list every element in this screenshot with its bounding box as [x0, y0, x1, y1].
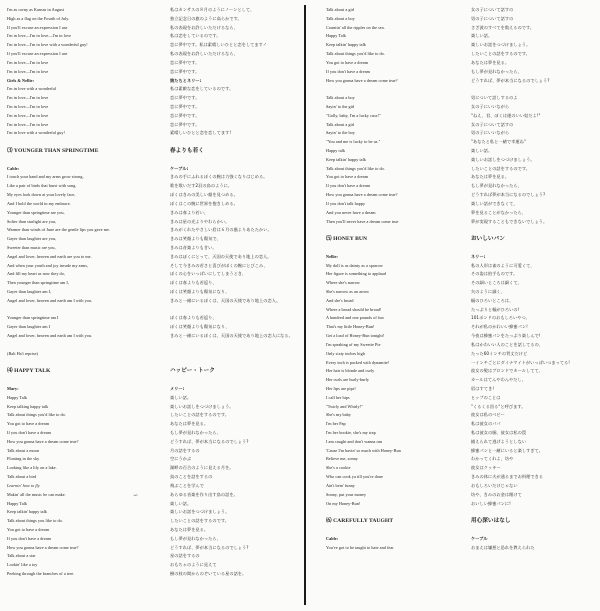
lyric-line: If you'll excuse an expression I use: [7, 51, 68, 57]
song-heading: ⑷ HAPPY TALK: [7, 368, 51, 375]
lyric-line: 夢が実現することもできないでしょう。: [471, 218, 548, 224]
lyric-line: My eyes look down at your lovely face,: [7, 192, 76, 198]
lyric-line: きみは星の光よりやわらかい。: [170, 218, 230, 224]
lyric-line: Who can cook ya till you're done: [326, 474, 384, 480]
lyric-line: ぼくは笑顔よりも陽気になり、: [170, 324, 230, 330]
song-heading: おいしいバン: [471, 236, 505, 243]
lyric-line: Lookin' like a toy: [7, 562, 38, 568]
lyric-line: ヒップのことは: [471, 394, 501, 400]
lyric-line: Keep talkin' happy talk: [7, 509, 47, 515]
lyric-line: You've got to be taught to hate and fear: [326, 544, 394, 550]
lyric-line: 私はカンサスの８月のようにノーンとして、: [170, 7, 255, 12]
lyric-line: [326, 85, 470, 94]
singer-label: Cable:: [326, 535, 339, 541]
lyric-line: [170, 350, 302, 359]
lyric-line: 楽しい話ができなくて、: [471, 200, 518, 206]
lyric-line: I'm in love with a wonderful: [7, 86, 57, 92]
lyric-line: [7, 341, 165, 350]
lyric-line: [326, 526, 470, 535]
lyric-line: You got to have a dream: [326, 59, 369, 65]
lyric-line: "Golly, baby, I'm a lucky cuss!": [326, 112, 381, 118]
lyric-line: I'm in love—I'm in love: [7, 59, 49, 65]
lyric-line: [7, 138, 165, 147]
lyric-line: Believe me, sonny: [326, 456, 358, 462]
lyric-line: Happy Talk: [7, 394, 28, 400]
lyric-line: She's my baby: [326, 412, 351, 418]
lyric-line: したいことの話をするのです。: [170, 412, 229, 418]
lyric-line: 素晴しいひとと恋を恋してます!: [170, 130, 232, 136]
lyric-line: I'm her Pap: [326, 421, 346, 427]
lyric-line: I'm speaking of my Sweetie Pie: [326, 341, 381, 347]
lyric-line: Happy talk: [326, 148, 345, 153]
lyric-line: あなたは夢を見る。: [170, 421, 209, 427]
lyric-line: 捕えられて逃げようとしない: [471, 438, 527, 444]
lyric-line: 恋に夢中です。: [170, 59, 200, 65]
lyric-line: 矢のように細く、: [471, 289, 505, 294]
lyric-line: ぼくはこの腕に世界を抱きしめる。: [170, 200, 238, 206]
lyric-line: If you don't have a dream: [326, 68, 370, 74]
lyric-line: Talk about a boy: [326, 95, 355, 101]
lyric-line: したいことの話をするのです。: [170, 518, 229, 524]
lyric-line: Get a load of Honey-Bun tonight!: [326, 333, 385, 339]
lyric-line: 幅のひろいところは、: [471, 297, 514, 303]
lyric-line: 独立記念日の旗のように高らかです。: [170, 15, 242, 21]
lyric-line: 女の子にいいながら: [471, 103, 510, 109]
lyric-line: きみと一緒にいるぼくは、天国の天使であり地上の恋人になる。: [170, 333, 293, 339]
lyric-line: [170, 341, 302, 350]
lyric-line: I'm in love—I'm in love: [7, 112, 49, 118]
lyric-line: Younger than springtime are you,: [7, 209, 65, 215]
lyric-line: How you gonna have a dream come true?: [7, 438, 79, 444]
lyric-line: If you don't have a dream: [7, 430, 51, 435]
singer-label: メリー:: [170, 385, 185, 391]
lyric-line: 男について話しするのよ: [471, 95, 518, 101]
lyric-line: And you never have a dream: [326, 209, 376, 215]
lyric-line: [170, 359, 302, 368]
song-heading: ⑹ CAREFULLY TAUGHT: [326, 518, 394, 525]
lyric-line: 男の子にいいながら: [471, 130, 510, 136]
lyric-line: [471, 244, 595, 253]
lyric-line: Ain't bein' funny: [326, 482, 355, 488]
lyric-line: If you don't have a dream: [7, 535, 51, 541]
lyric-line: "あなたと私と一緒で幸運ね": [471, 139, 526, 145]
lyric-line: 楽しいお話をつづけましょう。: [471, 42, 531, 48]
lyric-line: [7, 359, 165, 368]
lyric-line: Floating in the sky: [7, 456, 40, 462]
lyric-line: もし夢が見れなかったら、: [170, 430, 221, 435]
lyric-line: 私は彼女の胴、彼女は私の罠: [471, 430, 527, 435]
lyric-line: したいことの話をするのです。: [471, 51, 530, 57]
lyric-line: 私の人形は雀のように可愛くて、: [471, 262, 535, 268]
lyric-line: I'm in love—I'm in love: [7, 95, 49, 101]
lyric-line: どうすれば、夢が本当になるのでしょう?: [471, 77, 550, 83]
lyric-line: Sweeter than music are you,: [7, 244, 56, 250]
lyric-line: "くるくる回る"と呼びます。: [471, 403, 526, 409]
lyric-line: 'Cause I'm havin' so much with Honey-Bun: [326, 447, 401, 453]
lyric-line: How you gonna have a dream come true?: [326, 77, 398, 83]
lyric-line: Talk about a girl: [326, 121, 355, 127]
lyric-line: [170, 156, 302, 165]
singer-label: Nellie:: [326, 253, 338, 259]
lyric-line: [471, 226, 595, 235]
lyric-line: I'm in love—I'm in love—I'm in love: [7, 33, 72, 39]
column-japanese-left: [170, 6, 302, 579]
lyric-line: Younger than springtime am I: [7, 315, 59, 321]
lyric-line: 今夜は蜂蜜パンをたっぷり楽しんで!: [471, 333, 541, 339]
lyric-line: どうすれば、夢が本当になるのでしょう?: [170, 438, 249, 444]
lyric-line: きみは春より若い、: [170, 209, 209, 215]
lyric-line: I am caught and don't wanna run: [326, 438, 383, 444]
lyric-line: 蜂蜜パンと一緒にいると楽しすぎて。: [471, 447, 543, 453]
squiggle-mark: ∽: [133, 492, 139, 499]
lyric-line: それが私のかわいい蜂蜜パン!: [471, 324, 528, 330]
lyric-line: Talk about a boy: [326, 15, 355, 21]
lyric-line: Peeking through the branches of a tree.: [7, 571, 75, 576]
lyric-line: 私はかわいい人のことを話してるの、: [471, 341, 543, 347]
lyric-line: あなたは夢を見る。: [471, 59, 510, 65]
lyric-line: Countin' all the ripples on the sea.: [326, 24, 385, 30]
lyric-line: If you'll excuse an expression I use: [7, 24, 68, 30]
lyric-line: High as a flag on the Fourth of July.: [7, 15, 70, 21]
lyric-line: How you gonna have a dream come true?: [7, 544, 79, 550]
lyric-line: その姿は拍手ものです。: [471, 271, 518, 277]
lyric-line: You got to have a dream: [7, 526, 50, 532]
lyric-line: 楽しいお話をつづけましょう。: [170, 509, 230, 515]
singer-label: Mary:: [7, 385, 19, 391]
lyric-line: Learnin' how to fly: [7, 482, 40, 488]
lyric-line: さざ波のすべてを数えるのです。: [471, 24, 535, 30]
singer-label: ネリー:: [471, 253, 486, 259]
lyric-line: If you don't talk happy: [326, 200, 366, 206]
lyric-line: Where a broad should be broad!: [326, 306, 382, 312]
lyric-line: 女の子について話すの: [471, 121, 514, 127]
lyric-line: Angel and lover, heaven and earth am I with you.: [7, 333, 93, 339]
lyric-line: I'm in love—I'm in love with a wonderful guy!: [7, 42, 88, 48]
lyric-line: きみと一緒にいるぼくは、天国の天使であり地上の恋人。: [170, 297, 281, 303]
lyric-line: 彼女の髪はブロンドでカールしてて、: [471, 368, 543, 374]
lyric-line: Angel and lover, heaven and earth am I with you.: [7, 297, 93, 303]
lyric-line: 唇はすてき!: [471, 385, 495, 391]
lyric-line: ぼくは春よりも若返り、: [170, 280, 217, 286]
lyric-line: 私は素敵な恋をしているのです。: [170, 86, 234, 92]
lyric-line: "Twirly and Whirly!": [326, 403, 363, 409]
lyric-line: [471, 85, 595, 94]
lyric-line: [7, 156, 165, 165]
lyric-line: Gayer than laughter am I: [7, 324, 51, 330]
lyric-line: 月の話をするの: [170, 447, 200, 453]
lyric-line: 私の表現をお許しいただけるなら、: [170, 51, 238, 57]
lyric-line: 男の子について話すの: [471, 15, 514, 21]
lyric-line: きみは音楽よりも甘い。: [170, 244, 217, 250]
lyric-line: 空にうかぶ: [170, 456, 192, 462]
lyric-line: 楽しいお話しをつづけましょう。: [170, 403, 234, 409]
lyric-line: 樹の枝の間からのぞいている星の話を。: [170, 571, 247, 576]
lyric-line: 私は彼女のパパ: [471, 421, 501, 427]
lyric-line: Talk about a star: [7, 553, 36, 559]
lyric-line: I'm her bookie, she's my trap: [326, 430, 376, 435]
lyric-line: Softer than starlight are you,: [7, 218, 57, 224]
song-heading: ⑸ HONEY BUN: [326, 236, 368, 243]
lyric-line: [471, 508, 595, 517]
lyric-line: 女の子について話すの: [471, 7, 514, 12]
lyric-line: あらゆる音楽を作り出す鳥の話を。: [170, 491, 238, 497]
lyric-line: Sayin' to the boy: [326, 130, 355, 136]
lyric-line: Looking like a lily on a lake.: [7, 465, 57, 471]
lyric-line: 坊や、きみのお金は賭けて: [471, 491, 522, 497]
lyric-line: Talk about a moon: [7, 447, 40, 453]
lyric-line: 恋に夢中です。: [170, 95, 200, 101]
lyric-line: 彼女はクッキー: [471, 465, 501, 471]
lyric-line: I'm as corny as Kansas in August: [7, 7, 65, 12]
lyric-line: Her curls are hurly-burly: [326, 377, 369, 383]
lyric-line: She's a cookie: [326, 465, 351, 471]
lyric-line: 恋に夢中です。私は素晴しいひとと恋をしてますノ: [170, 42, 267, 48]
lyric-line: Keep talking happy talk: [7, 403, 49, 409]
lyric-line: 楽しい話。: [471, 33, 493, 39]
lyric-line: [326, 226, 470, 235]
center-divider: [304, 5, 306, 605]
lyric-line: 彼女は私のベビー: [471, 412, 505, 418]
lyric-line: [170, 138, 302, 147]
lyric-line: [326, 244, 470, 253]
singer-label: Girls & Nellie:: [7, 77, 35, 83]
lyric-line: 歌を歌いだす2羽の鳥のように。: [170, 183, 233, 189]
lyric-line: Like a pair of birds that burst with song.: [7, 183, 77, 189]
lyric-line: あなたは夢を見る。: [471, 174, 510, 180]
lyric-line: And she's broad: [326, 297, 354, 303]
lyric-line: Her lips are pips!: [326, 385, 356, 391]
lyric-line: おもちゃのように見えて: [170, 562, 217, 568]
lyric-line: あなたは夢を見る。: [170, 526, 209, 532]
song-heading: ハッピー・トーク: [170, 368, 215, 375]
song-heading: ⑶ YOUNGER THAN SPRINGTIME: [7, 148, 99, 154]
song-heading: 用心深いはなし: [471, 518, 511, 525]
lyric-line: ぼくは春よりも若返り、: [170, 315, 217, 321]
lyric-line: Talk about things you'd like to do.: [326, 51, 385, 57]
lyric-line: On my Honey-Bun!: [326, 500, 361, 506]
lyric-line: きみの体に火が通るまでお料理できる: [471, 474, 544, 480]
lyric-line: Sayin' to the girl: [326, 103, 355, 109]
lyric-line: Keep talkin' happy talk: [326, 156, 366, 162]
lyric-line: どうすれば、夢が本当になるのでしょう?: [170, 544, 249, 550]
lyric-line: 私は恋をしているのです。: [170, 33, 221, 39]
lyric-line: 私の表現をお許しいただけるなら、: [170, 24, 238, 30]
lyric-line: A hundred and one pounds of fun: [326, 315, 384, 321]
lyric-line: [471, 526, 595, 535]
lyric-line: したいことの話をするのです。: [471, 165, 530, 171]
lyric-line: Her hair is blonde and curly: [326, 368, 375, 374]
lyric-line: I'm in love—I'm in love: [7, 121, 49, 127]
lyric-line: Then you'll never have a dream come true: [326, 218, 399, 224]
singer-label: ケーブル: [471, 535, 488, 541]
lyric-line: Her figure is something to applaud: [326, 271, 386, 277]
lyric-line: My doll is as dainty as a sparrow: [326, 262, 383, 268]
lyric-line: You got to have a dream: [326, 174, 369, 180]
column-english-left: [7, 6, 165, 579]
lyric-line: 鳥のことを話をするの: [170, 474, 213, 480]
lyric-line: 楽しい話。: [170, 394, 192, 400]
lyric-line: ぼくの心をいっぱいにしてしまうとき、: [170, 271, 247, 277]
lyric-line: 夢を見ることがなかったら、: [471, 209, 527, 215]
lyric-line: I call her hips: [326, 394, 350, 400]
lyric-line: もし夢が見れなかったら、: [471, 68, 522, 74]
lyric-line: 恋に夢中です。: [170, 68, 200, 74]
lyric-line: Keep talkin' happy talk: [326, 42, 366, 48]
lyric-line: わかってくれよ、坊や: [471, 456, 514, 462]
lyric-line: [170, 376, 302, 385]
lyric-line: Sonny, put your money: [326, 491, 367, 497]
lyric-line: I'm in love with a wonderful guy!: [7, 130, 65, 136]
lyric-line: She's narrow as an arrow: [326, 289, 370, 294]
lyric-line: Gayer than laughter am I,: [7, 289, 52, 294]
lyric-line: おもしろいだけじゃない: [471, 482, 518, 488]
lyric-line: Angel and lover, heaven and earth are you to me.: [7, 253, 92, 259]
lyric-line: 飛ぶことを学んで: [170, 482, 204, 488]
lyric-line: I'm in love—I'm in love: [7, 103, 49, 109]
lyric-line: 楽しい話。: [170, 500, 192, 506]
lyric-line: きみの手にふれるぼくの腕は力強くなりはじめる。: [170, 174, 268, 180]
lyric-line: Gayer than laughter are you,: [7, 236, 57, 242]
lyric-line: もし夢が見れなかったら、: [170, 535, 221, 541]
lyric-line: And I hold the world in my embrace.: [7, 200, 71, 206]
lyric-line: Every inch is packed with dynamite!: [326, 359, 390, 365]
lyric-line: Then younger than springtime am I,: [7, 280, 69, 286]
lyric-line: そして今きみの若さと喜びがぼくの腕にとびこみ、: [170, 262, 268, 268]
lyric-line: And fill my heart as now they do,: [7, 271, 65, 277]
lyric-line: 恋に夢中です。: [170, 103, 200, 109]
lyric-line: 恋に夢中です。: [170, 121, 200, 127]
lyric-line: You got to have a dream: [7, 421, 50, 427]
lyric-line: その細いところは細くて、: [471, 280, 522, 286]
lyric-line: 101ポンドのおもしろいやつ、: [471, 315, 530, 321]
lyric-line: きみがくれたやさしい唇は６月の風よりあたたかい。: [170, 227, 272, 233]
lyric-line: きみは笑顔よりも陽気で、: [170, 236, 221, 242]
lyric-line: 湖畔の百合のように見える月を。: [170, 465, 234, 471]
lyric-line: [7, 376, 165, 385]
lyric-line: Talk about things you like to do.: [7, 518, 63, 524]
lyric-line: [7, 306, 165, 315]
song-heading: 春よりも若く: [170, 148, 204, 154]
lyric-line: If you don't have a dream: [326, 183, 370, 189]
lyric-line: And when your youth and joy invade my arms,: [7, 262, 89, 268]
lyric-line: 楽しいお話しをつづけましょう。: [471, 156, 535, 162]
singer-label: Cable:: [7, 165, 20, 171]
lyric-line: Happy Talk: [326, 33, 347, 39]
lyric-line: I'm in love—I'm in love: [7, 68, 49, 74]
lyric-line: 星の話をするの: [170, 553, 200, 559]
lyric-line: たった60インチの背丈だけど: [471, 350, 528, 356]
lyric-line: Talk about a bird: [7, 474, 37, 480]
lyric-line: Happy Talk: [7, 500, 28, 506]
lyric-line: Makin' all the music he can make.: [7, 491, 66, 497]
lyric-line: Talk about things you'd like to do.: [326, 165, 385, 171]
singer-label: 娘たちとネリー:: [170, 77, 202, 83]
singer-label: ケーブル:: [170, 165, 189, 171]
lyric-line: 楽しい話。: [471, 148, 493, 153]
lyric-line: 恋に夢中です。: [170, 112, 200, 118]
lyric-line: きみはぼくにとって、天国の天使であり地上の恋人。: [170, 253, 272, 259]
lyric-line: たっぷりと幅がひろいの!: [471, 306, 520, 312]
lyric-line: どうすれば夢が本当になるのでしょう?: [471, 192, 546, 198]
column-english-right: [326, 6, 470, 552]
lyric-line: おまえは嫌悪と恐れを教えられた: [471, 544, 535, 550]
lyric-line: もし夢が見れなかったら、: [471, 183, 522, 189]
lyric-line: Talk about things you'd like to do.: [7, 412, 66, 418]
lyric-line: ぼくはきみの美しい顔を見つめる。: [170, 192, 238, 198]
lyric-line: How you gonna have a dream come true?: [326, 192, 398, 198]
lyric-line: Warmer than winds of June are the gentle lips you gave me.: [7, 227, 111, 233]
lyric-line: I touch your hand and my arms grow strong,: [7, 174, 84, 180]
lyric-line: Talk about a girl: [326, 7, 355, 12]
lyric-line: "You and me is lucky to be us.": [326, 139, 381, 145]
lyric-line: (Bali Ha'i reprise): [7, 350, 39, 356]
lyric-line: Where she's narrow: [326, 280, 360, 286]
lyric-line: Only sixty inches high: [326, 350, 365, 356]
column-japanese-right: [471, 6, 595, 552]
lyric-line: 一インチごとにダイナマイトがいっぱいつまってる!: [471, 359, 571, 365]
lyric-line: おいしい蜂蜜パンに!: [471, 500, 511, 506]
lyric-line: [170, 306, 302, 315]
lyric-line: "ねえ、君、ぼくは運のいい奴だよ!": [471, 112, 541, 118]
lyric-line: カールはてんやわんやだし、: [471, 377, 527, 383]
lyric-line: [326, 508, 470, 517]
lyric-line: That's my little Honey-Bun!: [326, 324, 375, 330]
lyric-line: ぼくは笑顔よりも陽気になり、: [170, 289, 230, 294]
